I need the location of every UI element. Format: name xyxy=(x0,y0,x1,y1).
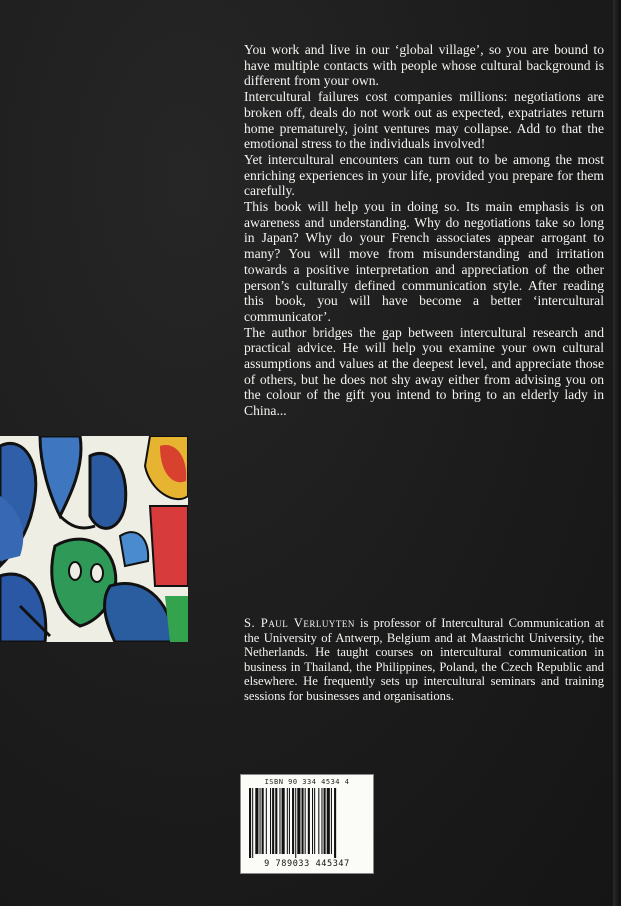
barcode-bar xyxy=(292,788,294,854)
blurb-paragraph: You work and live in our ‘global village’, so you are bound to have multiple contacts with people whose cultural background is different from your own. xyxy=(244,42,604,89)
blurb-paragraph: The author bridges the gap between intercultural research and practical advice. He will help you examine your own cultural assumptions and values at the deepest level, and appreciate those of others, but he does not shy away either from advising you on the colour of the gift you intend to bring to an elderly lady in China... xyxy=(244,324,604,419)
blurb-paragraph: This book will help you in doing so. Its main emphasis is on awareness and understanding. Why do negotiations take so long in Japan? Why do your French associates appear arrogant to many? You will move from misunderstanding and irritation towards a positive interpretation and appreciation of the other person’s culturally defined communication style. After reading this book, you will have become a better ‘intercultural communicator’. xyxy=(244,199,604,324)
barcode-bar xyxy=(252,788,253,858)
author-bio-text: is professor of Intercultural Communication at the University of Antwerp, Belgium and at Maastricht University, the Netherlands. He taught courses on intercultural communication in business in Thailand, the Philippines, Poland, the Czech Republic and elsewhere. He frequently sets up intercultural seminars and training sessions for businesses and organisations. xyxy=(244,616,604,703)
barcode-bar xyxy=(312,788,313,854)
barcode-bar xyxy=(314,788,315,854)
author-bio xyxy=(244,616,604,704)
barcode-bar xyxy=(297,788,300,854)
barcode-bar xyxy=(279,788,280,854)
barcode-bar xyxy=(334,788,336,858)
barcode-bar xyxy=(302,788,304,854)
barcode-bar xyxy=(270,788,271,854)
barcode-bar xyxy=(255,788,258,854)
barcode-bar xyxy=(266,788,267,854)
barcode-bar xyxy=(324,788,326,854)
barcode-bar xyxy=(289,788,290,854)
barcode-bar xyxy=(282,788,285,854)
ean-digits: 9 789033 445347 xyxy=(264,859,350,869)
barcode-bar xyxy=(327,788,330,854)
barcode-bar xyxy=(272,788,274,854)
blurb-text xyxy=(244,42,604,419)
barcode-bar xyxy=(295,788,296,858)
cover-edge xyxy=(613,0,621,906)
blurb-paragraph: Intercultural failures cost companies millions: negotiations are broken off, deals do not work out as expected, expatriates return home prematurely, joint ventures may collapse. Add to that the emotional stress to the individuals involved! xyxy=(244,89,604,152)
blurb-paragraph: Yet intercultural encounters can turn out to be among the most enriching experiences in your life, provided you prepare for them carefully. xyxy=(244,151,604,199)
barcode-bar xyxy=(318,788,319,854)
barcode-bars xyxy=(249,788,365,858)
barcode-bar xyxy=(249,788,251,858)
cover-artwork-image xyxy=(0,436,188,642)
barcode-bar xyxy=(331,788,332,854)
barcode-bar xyxy=(262,788,264,854)
isbn-number: ISBN 90 334 4534 4 xyxy=(264,778,350,786)
author-name: S. Paul Verluyten xyxy=(244,616,355,630)
barcode-bar xyxy=(275,788,277,854)
barcode-bar xyxy=(260,788,261,854)
barcode-bar xyxy=(305,788,306,854)
barcode-label xyxy=(240,774,374,874)
barcode-bar xyxy=(287,788,288,854)
barcode-bar xyxy=(321,788,322,854)
barcode-bar xyxy=(308,788,310,854)
author-bio-paragraph xyxy=(244,616,604,704)
